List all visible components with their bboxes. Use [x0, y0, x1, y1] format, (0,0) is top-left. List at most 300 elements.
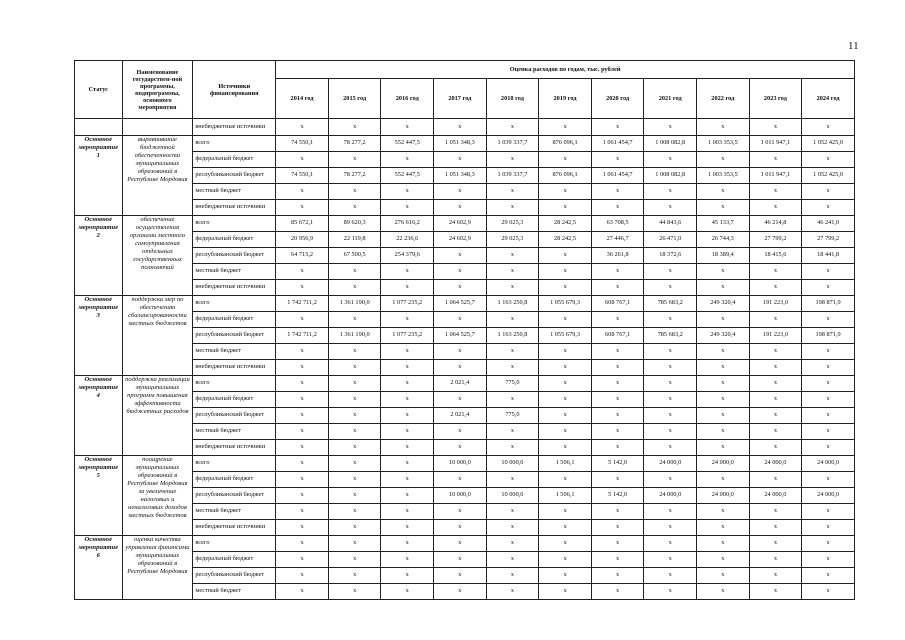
value-cell: x [276, 440, 329, 456]
value-cell: 29 025,3 [486, 232, 539, 248]
value-cell: x [328, 344, 381, 360]
value-cell: x [486, 584, 539, 600]
value-cell: x [644, 536, 697, 552]
header-year: 2022 год [697, 79, 750, 119]
value-cell: x [486, 184, 539, 200]
value-cell: x [591, 472, 644, 488]
value-cell: 24 000,0 [749, 456, 802, 472]
value-cell: 254 379,6 [381, 248, 434, 264]
value-cell: x [486, 520, 539, 536]
value-cell: x [434, 472, 487, 488]
value-cell: 1 051 348,3 [434, 168, 487, 184]
value-cell: x [802, 344, 855, 360]
empty-cell [75, 119, 123, 136]
value-cell: x [381, 392, 434, 408]
value-cell: 1 361 190,0 [328, 328, 381, 344]
source-cell: федеральный бюджет [193, 392, 276, 408]
value-cell: x [749, 264, 802, 280]
value-cell: x [591, 152, 644, 168]
source-cell: всего [193, 376, 276, 392]
header-year: 2014 год [276, 79, 329, 119]
value-cell: x [802, 264, 855, 280]
value-cell: x [328, 424, 381, 440]
value-cell: x [802, 312, 855, 328]
measure-name-cell: поддержка мер по обеспечению сбалансированности местных бюджетов [122, 296, 193, 376]
value-cell: 191 223,0 [749, 328, 802, 344]
page-number: 11 [848, 40, 859, 52]
value-cell: x [749, 200, 802, 216]
value-cell: x [434, 568, 487, 584]
value-cell: 1 008 082,8 [644, 168, 697, 184]
value-cell: x [591, 376, 644, 392]
value-cell: x [276, 392, 329, 408]
value-cell: 775,0 [486, 408, 539, 424]
value-cell: x [276, 568, 329, 584]
value-cell: x [328, 552, 381, 568]
value-cell: x [644, 200, 697, 216]
value-cell: 24 000,0 [749, 488, 802, 504]
value-cell: x [644, 520, 697, 536]
value-cell: x [749, 312, 802, 328]
value-cell: x [591, 119, 644, 136]
status-cell: Основное мероприятие 4 [75, 376, 123, 456]
value-cell: 5 142,0 [591, 456, 644, 472]
value-cell: x [328, 584, 381, 600]
value-cell: 44 843,6 [644, 216, 697, 232]
value-cell: x [591, 264, 644, 280]
value-cell: x [697, 280, 750, 296]
source-cell: внебюджетные источники [193, 440, 276, 456]
header-year: 2019 год [539, 79, 592, 119]
value-cell: 20 956,9 [276, 232, 329, 248]
value-cell: x [276, 200, 329, 216]
value-cell: 1 055 679,3 [539, 328, 592, 344]
table-row [75, 536, 855, 552]
value-cell: 36 261,8 [591, 248, 644, 264]
value-cell: 74 550,1 [276, 136, 329, 152]
table-row [75, 216, 855, 232]
value-cell: 1 003 353,5 [697, 168, 750, 184]
status-cell: Основное мероприятие 5 [75, 456, 123, 536]
value-cell: 67 500,5 [328, 248, 381, 264]
value-cell: 24 000,0 [644, 488, 697, 504]
value-cell: x [697, 536, 750, 552]
value-cell: x [276, 184, 329, 200]
value-cell: x [539, 520, 592, 536]
value-cell: x [591, 408, 644, 424]
value-cell: 1 361 190,0 [328, 296, 381, 312]
value-cell: x [802, 408, 855, 424]
value-cell: x [802, 200, 855, 216]
value-cell: x [697, 584, 750, 600]
value-cell: x [539, 424, 592, 440]
value-cell: 1 077 235,2 [381, 328, 434, 344]
value-cell: 608 767,1 [591, 296, 644, 312]
header-year: 2024 год [802, 79, 855, 119]
value-cell: x [539, 536, 592, 552]
source-cell: республиканский бюджет [193, 488, 276, 504]
value-cell: x [802, 568, 855, 584]
value-cell: x [276, 520, 329, 536]
value-cell: 876 096,1 [539, 168, 592, 184]
value-cell: 1 011 947,1 [749, 168, 802, 184]
value-cell: x [749, 376, 802, 392]
header-year: 2017 год [434, 79, 487, 119]
value-cell: x [381, 552, 434, 568]
value-cell: x [276, 376, 329, 392]
value-cell: 1 163 250,8 [486, 328, 539, 344]
value-cell: x [276, 584, 329, 600]
value-cell: x [381, 488, 434, 504]
value-cell: 5 142,0 [591, 488, 644, 504]
value-cell: x [644, 504, 697, 520]
value-cell: x [749, 536, 802, 552]
source-cell: республиканский бюджет [193, 248, 276, 264]
value-cell: x [328, 184, 381, 200]
value-cell: x [328, 408, 381, 424]
value-cell: x [276, 119, 329, 136]
value-cell: 10 000,0 [434, 488, 487, 504]
value-cell: 27 799,2 [749, 232, 802, 248]
value-cell: 249 320,4 [697, 296, 750, 312]
value-cell: x [434, 312, 487, 328]
value-cell: x [697, 392, 750, 408]
value-cell: x [644, 360, 697, 376]
value-cell: x [697, 200, 750, 216]
value-cell: x [328, 568, 381, 584]
value-cell: x [486, 280, 539, 296]
value-cell: x [486, 312, 539, 328]
value-cell: x [328, 376, 381, 392]
source-cell: всего [193, 536, 276, 552]
value-cell: x [276, 280, 329, 296]
value-cell: x [697, 152, 750, 168]
value-cell: x [328, 312, 381, 328]
value-cell: x [802, 392, 855, 408]
source-cell: всего [193, 296, 276, 312]
value-cell: x [276, 504, 329, 520]
value-cell: x [644, 280, 697, 296]
value-cell: 775,0 [486, 376, 539, 392]
value-cell: x [539, 200, 592, 216]
value-cell: x [697, 504, 750, 520]
value-cell: x [697, 312, 750, 328]
value-cell: 10 000,0 [486, 456, 539, 472]
source-cell: всего [193, 136, 276, 152]
value-cell: x [381, 360, 434, 376]
value-cell: x [381, 424, 434, 440]
value-cell: x [749, 344, 802, 360]
source-cell: республиканский бюджет [193, 408, 276, 424]
value-cell: x [591, 392, 644, 408]
value-cell: x [802, 184, 855, 200]
value-cell: x [328, 488, 381, 504]
value-cell: x [434, 200, 487, 216]
value-cell: 1 163 250,8 [486, 296, 539, 312]
value-cell: x [644, 408, 697, 424]
value-cell: 26 471,0 [644, 232, 697, 248]
value-cell: x [434, 344, 487, 360]
value-cell: x [381, 200, 434, 216]
value-cell: 785 683,2 [644, 296, 697, 312]
value-cell: x [749, 568, 802, 584]
source-cell: местный бюджет [193, 264, 276, 280]
value-cell: x [434, 360, 487, 376]
value-cell: x [328, 472, 381, 488]
value-cell: x [276, 456, 329, 472]
value-cell: 10 000,0 [434, 456, 487, 472]
value-cell: x [486, 472, 539, 488]
value-cell: x [276, 344, 329, 360]
value-cell: x [328, 456, 381, 472]
value-cell: x [486, 552, 539, 568]
value-cell: x [486, 152, 539, 168]
value-cell: 22 119,8 [328, 232, 381, 248]
value-cell: x [539, 552, 592, 568]
value-cell: x [749, 440, 802, 456]
value-cell: x [276, 152, 329, 168]
value-cell: x [749, 119, 802, 136]
value-cell: x [802, 552, 855, 568]
value-cell: x [434, 392, 487, 408]
status-cell: Основное мероприятие 3 [75, 296, 123, 376]
value-cell: x [697, 344, 750, 360]
value-cell: x [802, 280, 855, 296]
value-cell: x [644, 424, 697, 440]
value-cell: x [539, 344, 592, 360]
value-cell: x [591, 200, 644, 216]
measure-name-cell: поощрение муниципальных образований в Республике Мордовия за увеличение налоговых и неналоговых доходов местных бюджетов [122, 456, 193, 536]
value-cell: 1 055 679,3 [539, 296, 592, 312]
value-cell: 24 000,0 [802, 488, 855, 504]
value-cell: x [644, 264, 697, 280]
value-cell: 18 372,6 [644, 248, 697, 264]
source-cell: республиканский бюджет [193, 168, 276, 184]
source-cell: всего [193, 216, 276, 232]
value-cell: 1 061 454,7 [591, 136, 644, 152]
value-cell: x [434, 520, 487, 536]
value-cell: x [328, 119, 381, 136]
value-cell: x [591, 184, 644, 200]
value-cell: 1 506,1 [539, 488, 592, 504]
value-cell: x [802, 536, 855, 552]
value-cell: x [276, 472, 329, 488]
value-cell: x [749, 360, 802, 376]
value-cell: x [539, 584, 592, 600]
value-cell: 45 133,7 [697, 216, 750, 232]
value-cell: 1 742 711,2 [276, 296, 329, 312]
value-cell: x [644, 584, 697, 600]
source-cell: внебюджетные источники [193, 280, 276, 296]
value-cell: 249 320,4 [697, 328, 750, 344]
value-cell: x [328, 264, 381, 280]
value-cell: x [539, 360, 592, 376]
header-year: 2018 год [486, 79, 539, 119]
value-cell: x [802, 424, 855, 440]
value-cell: x [539, 392, 592, 408]
source-cell: республиканский бюджет [193, 568, 276, 584]
value-cell: 26 744,3 [697, 232, 750, 248]
value-cell: x [381, 584, 434, 600]
value-cell: x [381, 152, 434, 168]
value-cell: x [644, 568, 697, 584]
value-cell: x [591, 504, 644, 520]
value-cell: x [591, 280, 644, 296]
value-cell: x [276, 264, 329, 280]
value-cell: x [381, 408, 434, 424]
value-cell: 1 742 711,2 [276, 328, 329, 344]
value-cell: x [276, 424, 329, 440]
value-cell: 1 061 454,7 [591, 168, 644, 184]
value-cell: x [539, 504, 592, 520]
value-cell: x [381, 456, 434, 472]
value-cell: x [697, 408, 750, 424]
value-cell: x [381, 344, 434, 360]
source-cell: внебюджетные источники [193, 360, 276, 376]
header-status: Статус [75, 61, 123, 119]
header-year: 2023 год [749, 79, 802, 119]
value-cell: x [486, 536, 539, 552]
value-cell: x [539, 312, 592, 328]
value-cell: x [381, 536, 434, 552]
value-cell: x [328, 280, 381, 296]
value-cell: x [486, 440, 539, 456]
header-year: 2020 год [591, 79, 644, 119]
value-cell: x [591, 536, 644, 552]
value-cell: x [749, 392, 802, 408]
value-cell: 27 799,2 [802, 232, 855, 248]
value-cell: x [644, 392, 697, 408]
value-cell: x [539, 440, 592, 456]
value-cell: x [328, 360, 381, 376]
header-year: 2021 год [644, 79, 697, 119]
value-cell: x [802, 152, 855, 168]
value-cell: x [381, 568, 434, 584]
value-cell: 28 242,5 [539, 232, 592, 248]
value-cell: x [434, 536, 487, 552]
value-cell: 74 550,1 [276, 168, 329, 184]
value-cell: 198 871,9 [802, 296, 855, 312]
value-cell: x [381, 280, 434, 296]
source-cell: федеральный бюджет [193, 232, 276, 248]
value-cell: x [486, 248, 539, 264]
value-cell: x [539, 184, 592, 200]
value-cell: x [381, 184, 434, 200]
measure-name-cell: обеспечение осуществления органами местного самоуправления отдельных государственных полномочий [122, 216, 193, 296]
value-cell: x [381, 376, 434, 392]
source-cell: федеральный бюджет [193, 152, 276, 168]
status-cell: Основное мероприятие 6 [75, 536, 123, 600]
value-cell: x [434, 584, 487, 600]
value-cell: x [697, 376, 750, 392]
value-cell: x [749, 472, 802, 488]
value-cell: x [749, 584, 802, 600]
value-cell: x [381, 504, 434, 520]
source-cell: местный бюджет [193, 184, 276, 200]
value-cell: x [539, 264, 592, 280]
value-cell: 18 415,6 [749, 248, 802, 264]
value-cell: 608 767,1 [591, 328, 644, 344]
value-cell: 1 064 525,7 [434, 296, 487, 312]
value-cell: 85 672,1 [276, 216, 329, 232]
value-cell: x [591, 424, 644, 440]
source-cell: внебюджетные источники [193, 119, 276, 136]
value-cell: x [697, 440, 750, 456]
value-cell: x [697, 568, 750, 584]
source-cell: всего [193, 456, 276, 472]
value-cell: 24 000,0 [697, 456, 750, 472]
value-cell: x [697, 472, 750, 488]
measure-name-cell: поддержка реализации муниципальных программ повышения эффективности бюджетных расходов [122, 376, 193, 456]
value-cell: 1 039 337,7 [486, 168, 539, 184]
value-cell: x [591, 552, 644, 568]
value-cell: x [486, 344, 539, 360]
value-cell: 552 447,5 [381, 168, 434, 184]
value-cell: x [802, 472, 855, 488]
value-cell: x [381, 264, 434, 280]
value-cell: x [802, 520, 855, 536]
value-cell: x [697, 424, 750, 440]
value-cell: x [381, 520, 434, 536]
value-cell: x [434, 504, 487, 520]
value-cell: x [802, 440, 855, 456]
value-cell: x [591, 360, 644, 376]
value-cell: x [434, 184, 487, 200]
value-cell: x [697, 552, 750, 568]
value-cell: 63 708,5 [591, 216, 644, 232]
value-cell: x [644, 376, 697, 392]
value-cell: x [486, 264, 539, 280]
table-row [75, 119, 855, 136]
value-cell: x [644, 184, 697, 200]
source-cell: местный бюджет [193, 424, 276, 440]
value-cell: 10 000,0 [486, 488, 539, 504]
value-cell: x [802, 504, 855, 520]
value-cell: x [591, 584, 644, 600]
value-cell: x [486, 200, 539, 216]
value-cell: x [749, 184, 802, 200]
value-cell: 2 021,4 [434, 376, 487, 392]
value-cell: 46 241,0 [802, 216, 855, 232]
value-cell: x [434, 119, 487, 136]
value-cell: x [328, 504, 381, 520]
header-estimate: Оценка расходов по годам, тыс. рублей [276, 61, 855, 79]
value-cell: 2 021,4 [434, 408, 487, 424]
value-cell: x [434, 264, 487, 280]
value-cell: x [328, 440, 381, 456]
header-row [75, 61, 855, 79]
value-cell: x [591, 520, 644, 536]
value-cell: 78 277,2 [328, 136, 381, 152]
value-cell: x [328, 200, 381, 216]
table-row [75, 376, 855, 392]
measure-name-cell: выравнивание бюджетной обеспеченности муниципальных образований в Республике Мордовия [122, 136, 193, 216]
value-cell: x [539, 568, 592, 584]
value-cell: 1 077 235,2 [381, 296, 434, 312]
value-cell: x [486, 424, 539, 440]
value-cell: x [644, 312, 697, 328]
header-sources: Источники финансирования [193, 61, 276, 119]
value-cell: x [644, 119, 697, 136]
value-cell: x [276, 408, 329, 424]
value-cell: 1 052 425,0 [802, 136, 855, 152]
value-cell: 22 236,6 [381, 232, 434, 248]
header-year: 2016 год [381, 79, 434, 119]
source-cell: внебюджетные источники [193, 200, 276, 216]
value-cell: x [276, 536, 329, 552]
value-cell: 24 602,9 [434, 216, 487, 232]
value-cell: x [697, 119, 750, 136]
